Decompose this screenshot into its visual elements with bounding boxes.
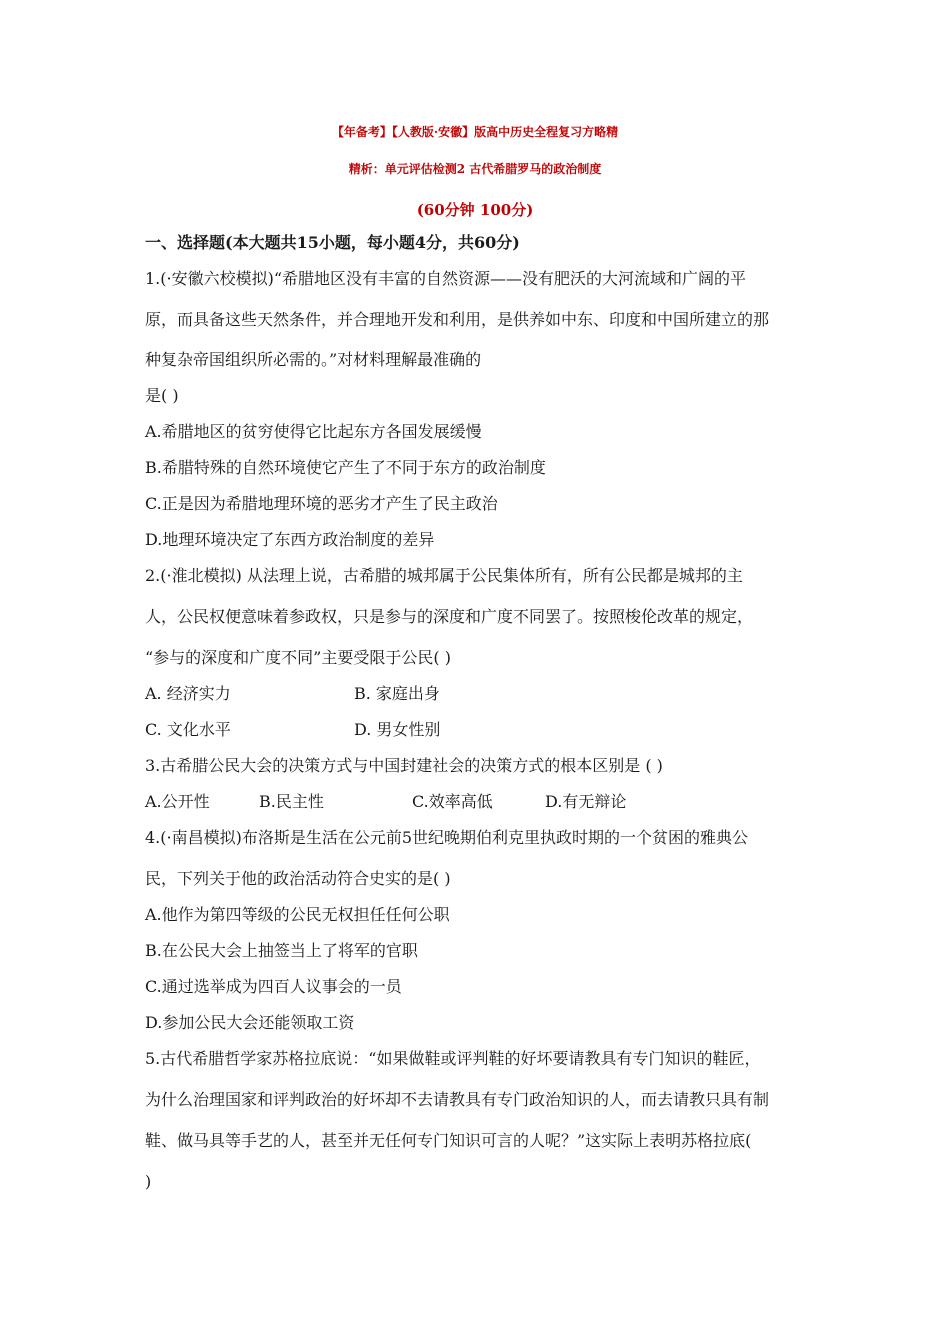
document-title-line-1: 【年备考】【人教版·安徽】版高中历史全程复习方略精 [331, 125, 619, 139]
q3-option-b: B.民主性 [259, 792, 324, 811]
q2-option-c: C. 文化水平 [145, 720, 231, 739]
q5-line-1: 5.古代希腊哲学家苏格拉底说：“如果做鞋或评判鞋的好坏要请教具有专门知识的鞋匠， [145, 1049, 761, 1068]
q4-line-2: 民，下列关于他的政治活动符合史实的是( ) [145, 869, 451, 888]
q1-line-4: 是( ) [145, 386, 179, 405]
q3-option-c: C.效率高低 [412, 792, 493, 811]
q5-line-3: 鞋、做马具等手艺的人，甚至并无任何专门知识可言的人呢？”这实际上表明苏格拉底( [145, 1131, 752, 1150]
q4-option-c: C.通过选举成为四百人议事会的一员 [145, 977, 402, 996]
q2-option-a: A. 经济实力 [145, 684, 231, 703]
q2-option-d: D. 男女性别 [354, 720, 441, 739]
q2-option-b: B. 家庭出身 [354, 684, 440, 703]
q4-option-d: D.参加公民大会还能领取工资 [145, 1013, 355, 1032]
q4-line-1: 4.(·南昌模拟)布洛斯是生活在公元前5世纪晚期伯利克里执政时期的一个贫困的雅典公 [145, 828, 749, 847]
q5-line-2: 为什么治理国家和评判政治的好坏却不去请教具有专门政治知识的人，而去请教只具有制 [145, 1090, 770, 1109]
q4-option-a: A.他作为第四等级的公民无权担任任何公职 [145, 905, 450, 924]
q1-line-2: 原，而具备这些天然条件，并合理地开发和利用，是供养如中东、印度和中国所建立的那 [145, 310, 770, 329]
q2-line-2: 人，公民权便意味着参政权，只是参与的深度和广度不同罢了。按照梭伦改革的规定， [145, 607, 754, 626]
section-heading: 一、选择题(本大题共15小题，每小题4分，共60分) [145, 233, 520, 252]
q2-line-3: “参与的深度和广度不同”主要受限于公民( ) [145, 648, 451, 667]
q3-option-d: D.有无辩论 [545, 792, 627, 811]
q1-option-d: D.地理环境决定了东西方政治制度的差异 [145, 530, 435, 549]
q3-option-a: A.公开性 [145, 792, 210, 811]
document-title-line-2: 精析：单元评估检测2 古代希腊罗马的政治制度 [348, 162, 602, 176]
q1-option-a: A.希腊地区的贫穷使得它比起东方各国发展缓慢 [145, 422, 482, 441]
q3-line-1: 3.古希腊公民大会的决策方式与中国封建社会的决策方式的根本区别是 ( ) [145, 756, 663, 775]
time-score-info: (60分钟 100分) [416, 201, 534, 219]
q1-line-3: 种复杂帝国组织所必需的。”对材料理解最准确的 [145, 350, 482, 369]
q5-line-4: ) [145, 1172, 152, 1191]
q1-option-b: B.希腊特殊的自然环境使它产生了不同于东方的政治制度 [145, 458, 546, 477]
q2-line-1: 2.(·淮北模拟) 从法理上说，古希腊的城邦属于公民集体所有，所有公民都是城邦的主 [145, 566, 743, 585]
q1-line-1: 1.(·安徽六校模拟)“希腊地区没有丰富的自然资源——没有肥沃的大河流域和广阔的平 [145, 269, 747, 288]
q4-option-b: B.在公民大会上抽签当上了将军的官职 [145, 941, 418, 960]
q1-option-c: C.正是因为希腊地理环境的恶劣才产生了民主政治 [145, 494, 498, 513]
